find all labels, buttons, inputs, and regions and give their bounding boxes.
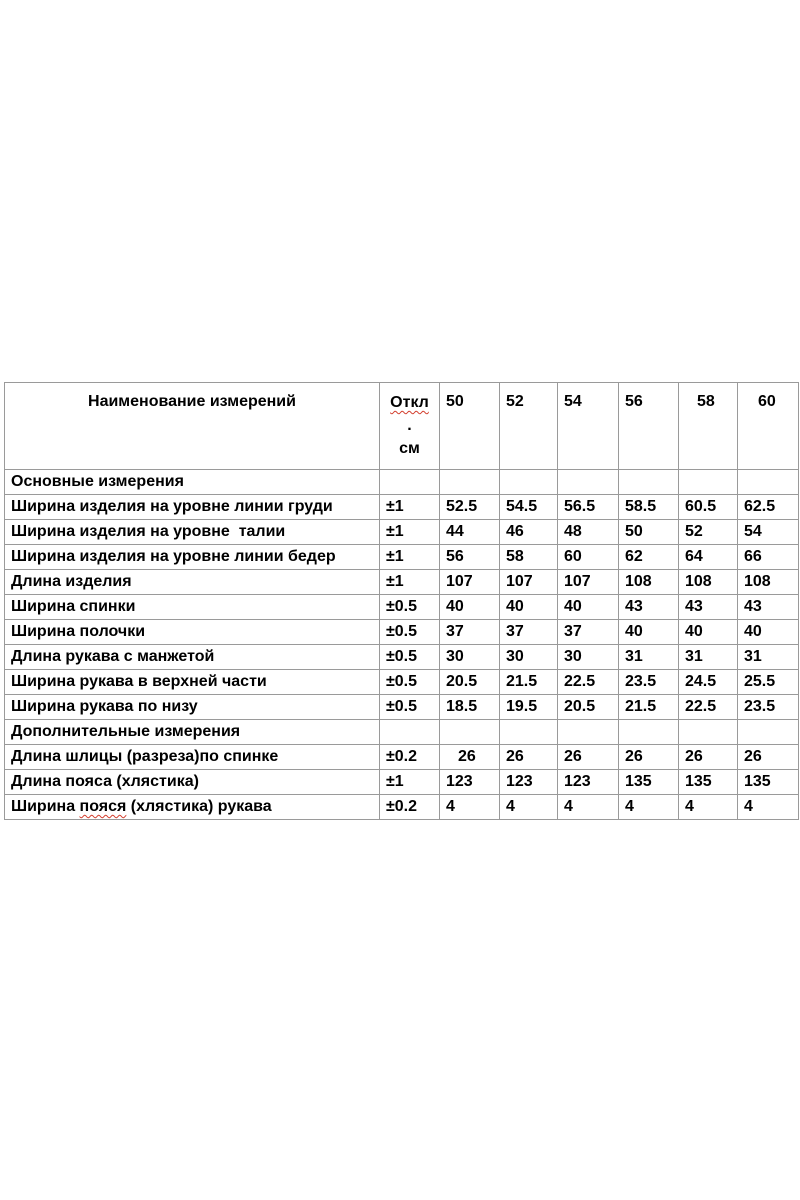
tolerance-header-line2: . xyxy=(407,417,412,434)
table-row xyxy=(5,670,799,695)
row-tolerance: ±0.5 xyxy=(380,670,440,695)
tolerance-header-line1: Откл xyxy=(390,394,429,411)
row-value: 108 xyxy=(619,570,679,595)
table-row xyxy=(5,570,799,595)
row-value: 26 xyxy=(558,745,619,770)
row-value: 18.5 xyxy=(440,695,500,720)
row-value: 108 xyxy=(738,570,799,595)
row-name: Ширина изделия на уровне линии бедер xyxy=(5,545,380,570)
table-row xyxy=(5,620,799,645)
row-value: 135 xyxy=(679,770,738,795)
row-value: 30 xyxy=(500,645,558,670)
row-value: 23.5 xyxy=(619,670,679,695)
row-value: 107 xyxy=(500,570,558,595)
row-value: 31 xyxy=(738,645,799,670)
row-value: 21.5 xyxy=(500,670,558,695)
row-tolerance: ±1 xyxy=(380,520,440,545)
tolerance-header xyxy=(380,383,440,470)
row-value: 43 xyxy=(679,595,738,620)
row-value: 58 xyxy=(500,545,558,570)
row-value: 62.5 xyxy=(738,495,799,520)
row-name: Ширина полочки xyxy=(5,620,380,645)
table-row xyxy=(5,770,799,795)
row-value: 22.5 xyxy=(679,695,738,720)
table-row xyxy=(5,545,799,570)
row-tolerance: ±0.2 xyxy=(380,795,440,820)
row-value: 26 xyxy=(500,745,558,770)
row-value: 4 xyxy=(558,795,619,820)
row-value: 46 xyxy=(500,520,558,545)
row-name-prefix: Ширина xyxy=(11,798,80,815)
row-tolerance: ±1 xyxy=(380,770,440,795)
section-title-extra: Дополнительные измерения xyxy=(5,720,380,745)
row-value: 50 xyxy=(619,520,679,545)
row-name: Длина пояса (хлястика) xyxy=(5,770,380,795)
section-row-main xyxy=(5,470,799,495)
size-header-50: 50 xyxy=(440,383,500,470)
row-value: 43 xyxy=(619,595,679,620)
measurement-name-header: Наименование измерений xyxy=(5,383,380,470)
row-tolerance: ±1 xyxy=(380,495,440,520)
row-value: 25.5 xyxy=(738,670,799,695)
row-value: 56.5 xyxy=(558,495,619,520)
row-value: 30 xyxy=(558,645,619,670)
row-value: 37 xyxy=(440,620,500,645)
row-value: 40 xyxy=(558,595,619,620)
row-value: 66 xyxy=(738,545,799,570)
row-value: 62 xyxy=(619,545,679,570)
table-row xyxy=(5,695,799,720)
size-header-56: 56 xyxy=(619,383,679,470)
row-value: 56 xyxy=(440,545,500,570)
table-row xyxy=(5,595,799,620)
row-value: 26 xyxy=(679,745,738,770)
row-value: 26 xyxy=(440,745,500,770)
row-value: 20.5 xyxy=(558,695,619,720)
row-value: 21.5 xyxy=(619,695,679,720)
row-value: 20.5 xyxy=(440,670,500,695)
row-value: 135 xyxy=(738,770,799,795)
table-row xyxy=(5,745,799,770)
row-value: 19.5 xyxy=(500,695,558,720)
row-value: 30 xyxy=(440,645,500,670)
row-tolerance: ±0.5 xyxy=(380,620,440,645)
row-name: Ширина изделия на уровне талии xyxy=(5,520,380,545)
row-value: 4 xyxy=(679,795,738,820)
row-value: 40 xyxy=(619,620,679,645)
row-name: Ширина рукава в верхней части xyxy=(5,670,380,695)
row-name: Ширина изделия на уровне линии груди xyxy=(5,495,380,520)
section-row-extra xyxy=(5,720,799,745)
row-value: 4 xyxy=(500,795,558,820)
row-value: 44 xyxy=(440,520,500,545)
size-header-60: 60 xyxy=(738,383,799,470)
row-value: 31 xyxy=(619,645,679,670)
row-value: 135 xyxy=(619,770,679,795)
row-value: 64 xyxy=(679,545,738,570)
size-header-52: 52 xyxy=(500,383,558,470)
row-value: 123 xyxy=(440,770,500,795)
table-row xyxy=(5,520,799,545)
row-tolerance: ±0.2 xyxy=(380,745,440,770)
header-row xyxy=(5,383,799,470)
row-value: 4 xyxy=(738,795,799,820)
row-value: 107 xyxy=(440,570,500,595)
row-value: 40 xyxy=(500,595,558,620)
row-value: 123 xyxy=(500,770,558,795)
row-tolerance: ±1 xyxy=(380,570,440,595)
row-value: 107 xyxy=(558,570,619,595)
row-tolerance: ±0.5 xyxy=(380,595,440,620)
row-name: Длина изделия xyxy=(5,570,380,595)
row-value: 48 xyxy=(558,520,619,545)
size-header-58: 58 xyxy=(679,383,738,470)
row-value: 43 xyxy=(738,595,799,620)
row-value: 58.5 xyxy=(619,495,679,520)
size-measurement-table xyxy=(4,382,799,820)
row-value: 40 xyxy=(738,620,799,645)
row-value: 52 xyxy=(679,520,738,545)
row-value: 37 xyxy=(558,620,619,645)
row-value: 54.5 xyxy=(500,495,558,520)
row-value: 22.5 xyxy=(558,670,619,695)
row-name: Ширина рукава по низу xyxy=(5,695,380,720)
row-value: 40 xyxy=(440,595,500,620)
row-value: 40 xyxy=(679,620,738,645)
row-tolerance: ±0.5 xyxy=(380,645,440,670)
tolerance-header-line3: см xyxy=(399,440,420,457)
row-tolerance: ±1 xyxy=(380,545,440,570)
table-row xyxy=(5,795,799,820)
row-value: 26 xyxy=(619,745,679,770)
row-value: 60 xyxy=(558,545,619,570)
row-name xyxy=(5,795,380,820)
row-name: Длина рукава с манжетой xyxy=(5,645,380,670)
row-value: 60.5 xyxy=(679,495,738,520)
size-header-54: 54 xyxy=(558,383,619,470)
table-row xyxy=(5,495,799,520)
section-title-main: Основные измерения xyxy=(5,470,380,495)
row-value: 23.5 xyxy=(738,695,799,720)
row-name-misspelled-word: пояся xyxy=(79,798,127,815)
row-value: 26 xyxy=(738,745,799,770)
row-value: 108 xyxy=(679,570,738,595)
row-value: 52.5 xyxy=(440,495,500,520)
row-value: 54 xyxy=(738,520,799,545)
row-name: Ширина спинки xyxy=(5,595,380,620)
row-value: 37 xyxy=(500,620,558,645)
row-value: 4 xyxy=(619,795,679,820)
row-value: 31 xyxy=(679,645,738,670)
row-name-suffix: (хлястика) рукава xyxy=(126,798,272,815)
row-tolerance: ±0.5 xyxy=(380,695,440,720)
row-name: Длина шлицы (разреза)по спинке xyxy=(5,745,380,770)
row-value: 4 xyxy=(440,795,500,820)
row-value: 123 xyxy=(558,770,619,795)
table-row xyxy=(5,645,799,670)
row-value: 24.5 xyxy=(679,670,738,695)
